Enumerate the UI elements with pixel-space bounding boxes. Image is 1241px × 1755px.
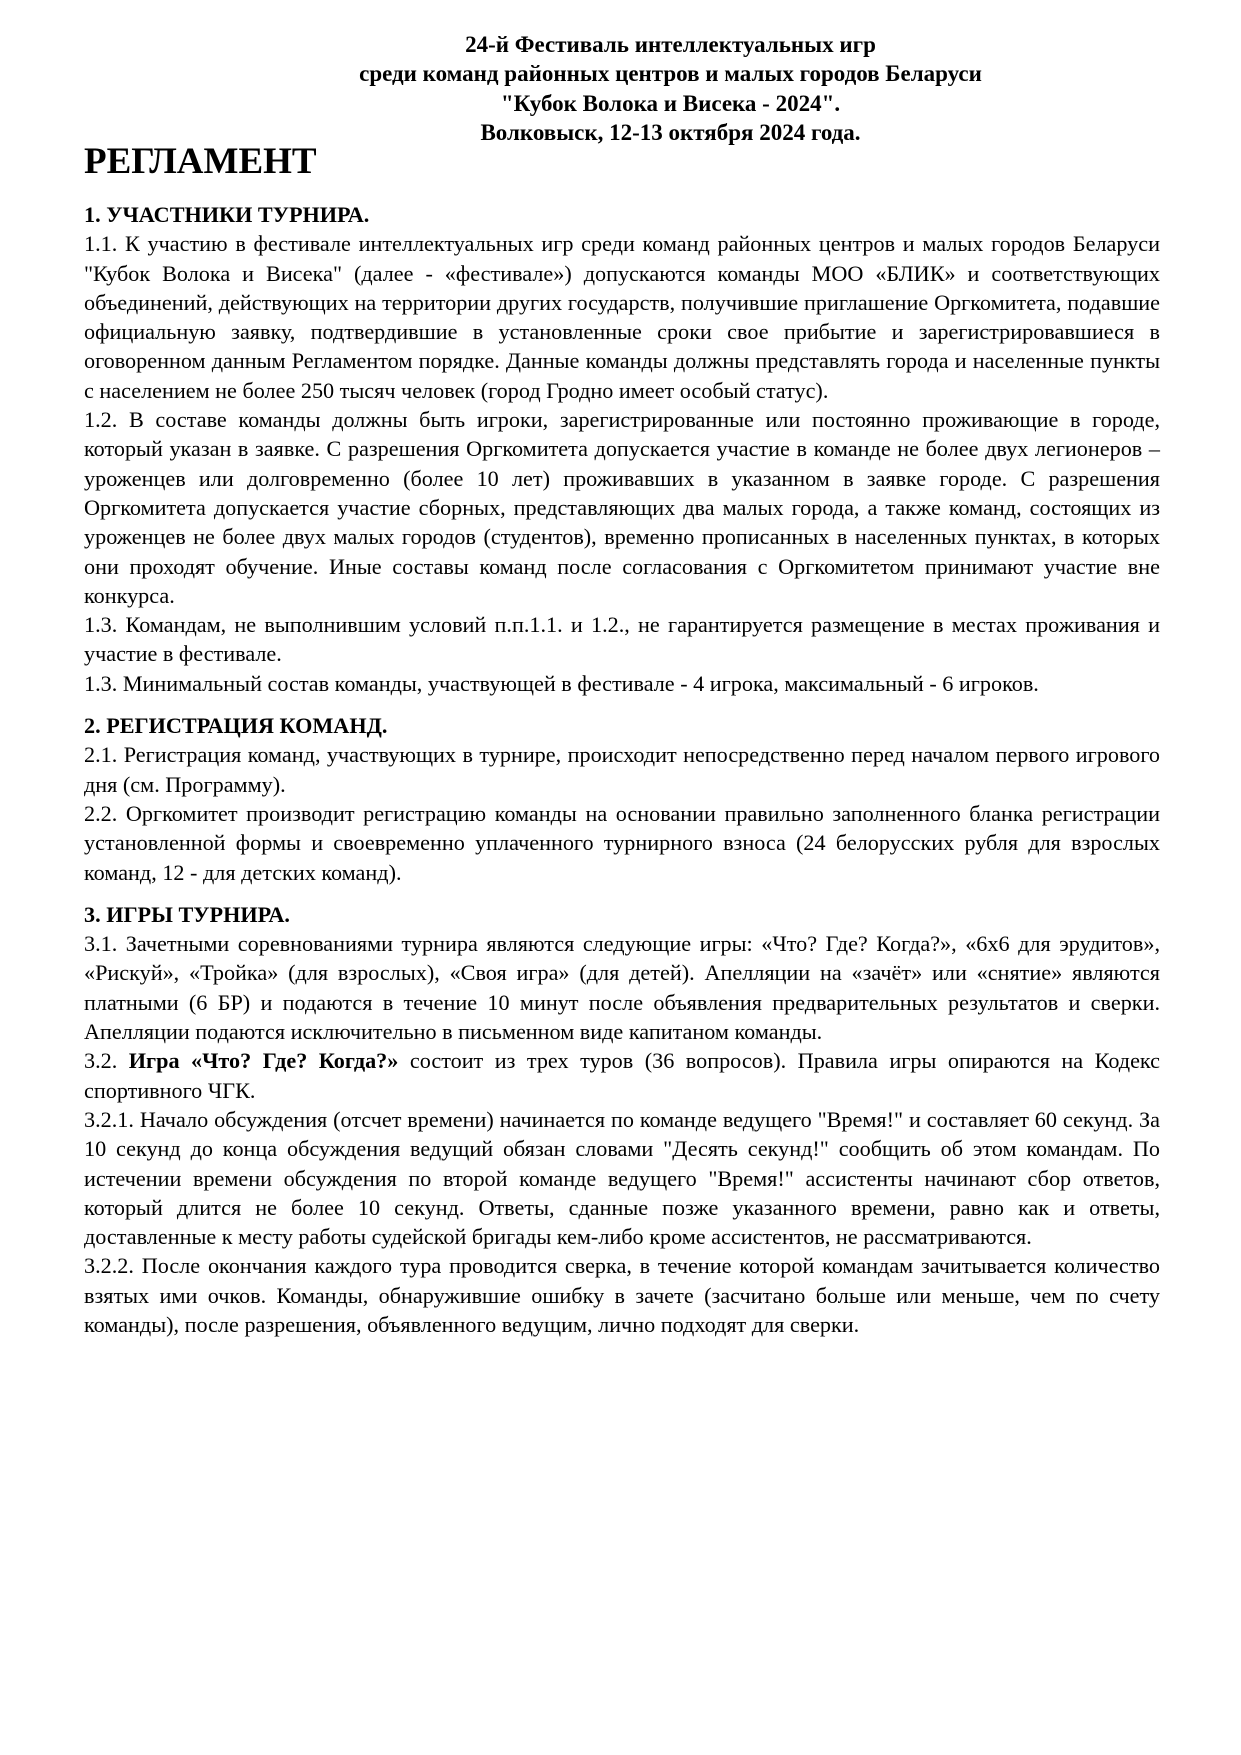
paragraph-3-2-1: 3.2.1. Начало обсуждения (отсчет времени) начинается по команде ведущего "Время!" и составляет 60 секунд. За 10 секунд до конца обсуждения ведущий обязан словами "Десять секунд!" сообщить об этом командам. По истечении времени обсуждения по второй команде ведущего "Время!" ассистенты начинают сбор ответов, который длится не более 10 секунд. Ответы, сданные позже указанного времени, равно как и ответы, доставленные к месту работы судейской бригады кем-либо кроме ассистентов, не рассматриваются.	[84, 1106, 1160, 1250]
paragraph-2-2: 2.2. Оргкомитет производит регистрацию команды на основании правильно заполненного бланка регистрации установленной формы и своевременно уплаченного турнирного взноса (24 белорусских рубля для взрослых команд, 12 - для детских команд).	[84, 800, 1160, 885]
paragraph-2-1: 2.1. Регистрация команд, участвующих в турнире, происходит непосредственно перед началом первого игрового дня (см. Программу).	[84, 742, 1160, 797]
section-games	[84, 900, 1160, 1339]
paragraph-3-2-2: 3.2.2. После окончания каждого тура проводится сверка, в течение которой командам зачитывается количество взятых ими очков. Команды, обнаружившие ошибку в зачете (засчитано больше или меньше, чем по счету команды), после разрешения, объявленного ведущим, лично подходят для сверки.	[84, 1253, 1160, 1337]
document-header	[0, 30, 1241, 147]
section-heading: 1. УЧАСТНИКИ ТУРНИРА.	[84, 202, 370, 227]
paragraph-3-1: 3.1. Зачетными соревнованиями турнира являются следующие игры: «Что? Где? Когда?», «6х6 для эрудитов», «Рискуй», «Тройка» (для взрослых), «Своя игра» (для детей). Апелляции на «зачёт» или «снятие» являются платными (6 БР) и подаются в течение 10 минут после объявления предварительных результатов и сверки. Апелляции подаются исключительно в письменном виде капитаном команды.	[84, 931, 1160, 1045]
paragraph-3-2	[84, 1046, 1160, 1105]
paragraph-1-3: 1.3. Командам, не выполнившим условий п.п.1.1. и 1.2., не гарантируется размещение в местах проживания и участие в фестивале.	[84, 612, 1160, 667]
paragraph-1-2: 1.2. В составе команды должны быть игроки, зарегистрированные или постоянно проживающие в городе, который указан в заявке. С разрешения Оргкомитета допускается участие в команде не более двух легионеров – уроженцев или долговременно (более 10 лет) проживавших в указанном в заявке городе. С разрешения Оргкомитета допускается участие сборных, представляющих два малых города, а также команд, состоящих из уроженцев не более двух малых городов (студентов), временно прописанных в населенных пунктах, в которых они проходят обучение. Иные составы команд после согласования с Оргкомитетом принимают участие вне конкурса.	[84, 407, 1160, 608]
section-registration	[84, 711, 1160, 887]
section-heading: 2. РЕГИСТРАЦИЯ КОМАНД.	[84, 713, 388, 739]
header-line-festival: 24-й Фестиваль интеллектуальных игр	[465, 32, 876, 57]
section-spacer	[84, 887, 1160, 900]
paragraph-1-1: 1.1. К участию в фестивале интеллектуальных игр среди команд районных центров и малых городов Беларуси "Кубок Волока и Висека" (далее - «фестивале») допускаются команды МОО «БЛИК» и соответствующих объединений, действующих на территории других государств, получившие приглашение Оргкомитета, подавшие официальную заявку, подтвердившие в установленные сроки свое прибытие и зарегистрировавшиеся в оговоренном данным Регламентом порядке. Данные команды должны представлять города и населенные пункты с населением не более 250 тысяч человек (город Гродно имеет особый статус).	[84, 231, 1160, 403]
paragraph-3-2-number: 3.2.	[84, 1048, 129, 1074]
header-line-cup-name: "Кубок Волока и Висека - 2024".	[500, 90, 841, 116]
paragraph-3-2-text: состоит из трех туров (36 вопросов). Правила игры опираются на Кодекс спортивного ЧГК.	[84, 1048, 1161, 1103]
paragraph-1-3-team-size: 1.3. Минимальный состав команды, участвующей в фестивале - 4 игрока, максимальный - 6 игроков.	[84, 670, 1039, 696]
game-name-bold: Игра «Что? Где? Когда?»	[128, 1048, 399, 1074]
header-line-participants: среди команд районных центров и малых городов Беларуси	[359, 61, 982, 87]
document-body	[84, 200, 1160, 1339]
section-heading: 3. ИГРЫ ТУРНИРА.	[84, 901, 290, 927]
section-spacer	[84, 698, 1160, 711]
header-line-place-date: Волковыск, 12-13 октября 2024 года.	[480, 119, 861, 145]
section-participants	[84, 200, 1160, 698]
document-title: РЕГЛАМЕНТ	[84, 141, 317, 182]
